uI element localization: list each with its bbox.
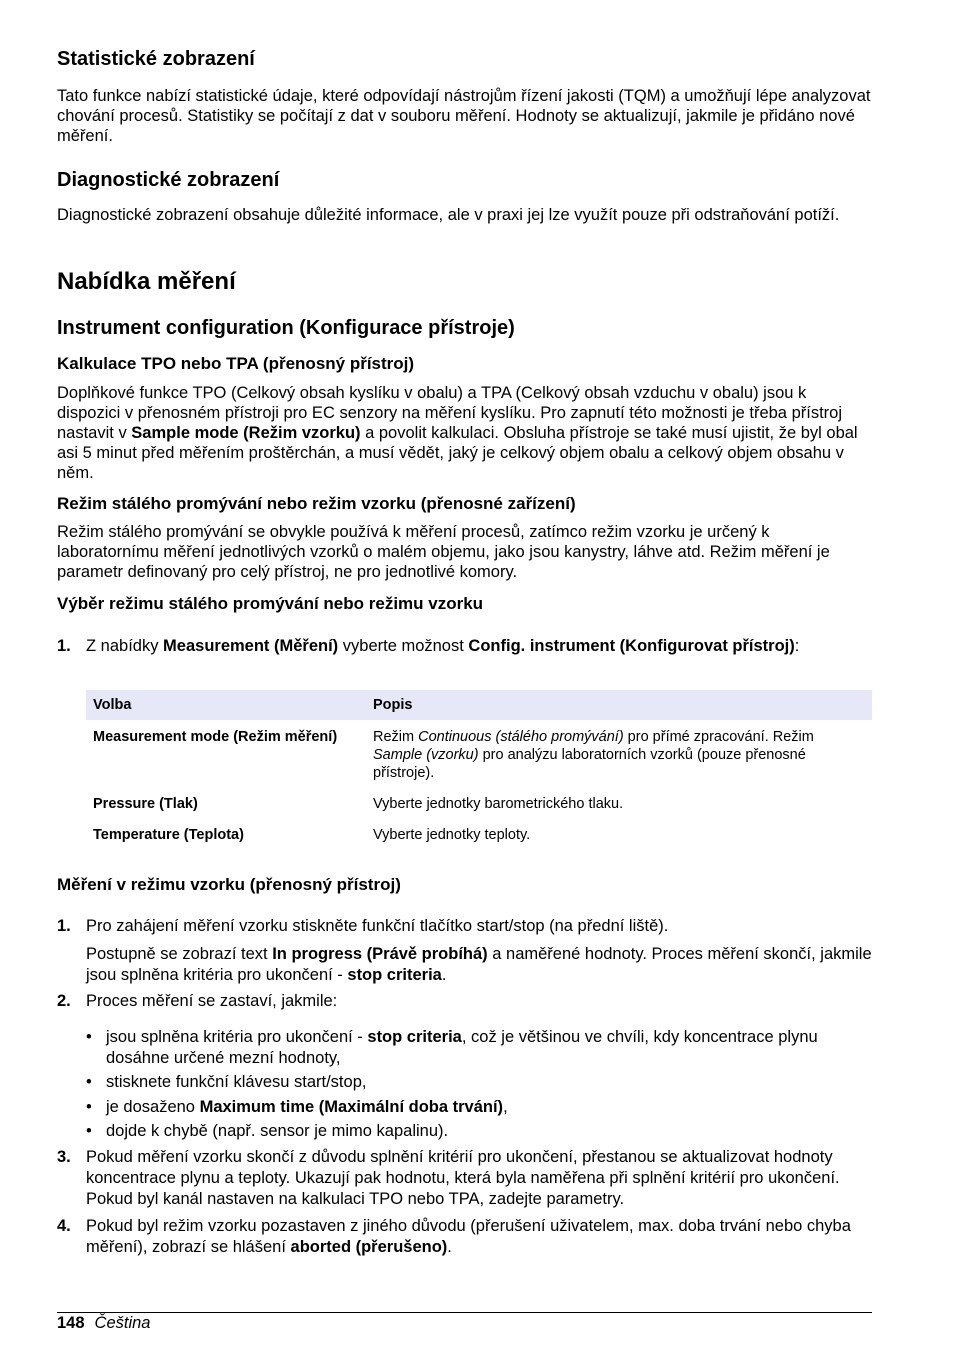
tpo-heading: Kalkulace TPO nebo TPA (přenosný přístroj) — [57, 354, 415, 373]
list-item: • jsou splněna kritéria pro ukončení - stop criteria, což je většinou ve chvíli, kdy koncentrace plynu dosáhne určené mezní hodnoty, — [86, 1028, 818, 1067]
step-number: 3. — [57, 1148, 71, 1166]
diag-text: Diagnostické zobrazení obsahuje důležité informace, ale v praxi jej lze využít pouze při odstraňování potíží. — [57, 206, 840, 224]
description-cell: Vyberte jednotky teploty. — [373, 827, 531, 843]
config-heading: Instrument configuration (Konfigurace přístroje) — [57, 317, 515, 339]
step-number: 2. — [57, 992, 71, 1010]
mode-heading: Režim stálého promývání nebo režim vzorku (přenosné zařízení) — [57, 494, 576, 513]
select-step-1: 1. Z nabídky Measurement (Měření) vyberte možnost Config. instrument (Konfigurovat přístroj): — [57, 637, 800, 655]
table-row — [86, 818, 872, 849]
measure-heading: Měření v režimu vzorku (přenosný přístroj) — [57, 875, 401, 894]
step-number: 1. — [57, 917, 71, 935]
bullet-icon: • — [86, 1073, 92, 1091]
page-number: 148 — [57, 1314, 85, 1332]
step-text: Pokud měření vzorku skončí z důvodu splnění kritérií pro ukončení, přestanou se aktualizovat hodnoty koncentrace plynu a teploty. Ukazují pak hodnotu, která byla naměřena při splnění kritérií pro ukončení. Pokud byl kanál nastaven na kalkulaci TPO nebo TPA, zadejte parametry. — [86, 1148, 840, 1208]
table-row — [86, 720, 872, 787]
chapter-heading: Nabídka měření — [57, 268, 236, 295]
bullet-icon: • — [86, 1098, 92, 1116]
sample-mode-term: Sample mode (Režim vzorku) — [131, 424, 361, 442]
measure-step-3 — [57, 1147, 872, 1210]
option-cell: Pressure (Tlak) — [93, 796, 198, 812]
mode-text: Režim stálého promývání se obvykle používá k měření procesů, zatímco režim vzorku je určený k laboratornímu měření jednotlivých vzorků o malém objemu, jako jsou kanystry, láhve atd. Režim měření je parametr definovaný pro celý přístroj, ne pro jednotlivé komory. — [57, 523, 830, 581]
footer-divider — [57, 1312, 872, 1313]
step-number: 1. — [57, 637, 71, 655]
measure-step-1 — [57, 916, 872, 986]
select-heading: Výběr režimu stálého promývání nebo režimu vzorku — [57, 594, 484, 613]
list-item: • dojde k chybě (např. sensor je mimo kapalinu). — [86, 1122, 449, 1140]
diag-heading: Diagnostické zobrazení — [57, 169, 280, 191]
list-item: • je dosaženo Maximum time (Maximální doba trvání), — [86, 1098, 508, 1116]
stat-heading: Statistické zobrazení — [57, 48, 255, 70]
table-row — [86, 787, 872, 818]
table-header-row — [86, 690, 872, 720]
measure-step-4: 4. Pokud byl režim vzorku pozastaven z jiného důvodu (přerušení uživatelem, max. doba trvání nebo chyba měření), zobrazí se hlášení aborted (přerušeno). — [57, 1217, 851, 1256]
stat-text: Tato funkce nabízí statistické údaje, které odpovídají nástrojům řízení jakosti (TQM) a umožňují lépe analyzovat chování procesů. Statistiky se počítají z dat v souboru měření. Hodnoty se aktualizují, jakmile je přidáno nové měření. — [57, 87, 871, 145]
description-cell: Režim Continuous (stálého promývání) pro přímé zpracování. Režim Sample (vzorku) pro analýzu laboratorních vzorků (pouze přenosné přístroje). — [373, 729, 814, 781]
step-text: Proces měření se zastaví, jakmile: — [86, 992, 338, 1010]
options-table — [86, 690, 872, 849]
step-result: Postupně se zobrazí text In progress (Právě probíhá) a naměřené hodnoty. Proces měření skončí, jakmile jsou splněna kritéria pro ukončení - stop criteria. — [86, 945, 872, 984]
page-footer — [57, 1313, 150, 1333]
list-item: • stisknete funkční klávesu start/stop, — [86, 1073, 367, 1091]
bullet-icon: • — [86, 1028, 92, 1046]
column-header-option: Volba — [86, 690, 366, 720]
measure-step-2 — [57, 991, 872, 1012]
description-cell: Vyberte jednotky barometrického tlaku. — [373, 796, 624, 812]
step-text: Pro zahájení měření vzorku stiskněte funkční tlačítko start/stop (na přední liště). — [86, 917, 669, 935]
tpo-text: Doplňkové funkce TPO (Celkový obsah kyslíku v obalu) a TPA (Celkový obsah vzduchu v obalu) jsou k dispozici v přenosném přístroji pro EC senzory na měření kyslíku. Pro zapnutí této možnosti je třeba přístroj nastavit v Sample mode (Režim vzorku) a povolit kalkulaci. Obsluha přístroje se také musí ujistit, že byl obal asi 5 minut před měřením proštěrchán, a musí vědět, jaký je celkový objem obalu a celkový objem obsahu v něm. — [57, 384, 858, 482]
option-cell: Measurement mode (Režim měření) — [93, 729, 338, 745]
footer-language: Čeština — [94, 1314, 151, 1332]
bullet-icon: • — [86, 1122, 92, 1140]
step-number: 4. — [57, 1217, 71, 1235]
option-cell: Temperature (Teplota) — [93, 827, 244, 843]
column-header-description: Popis — [366, 690, 872, 720]
